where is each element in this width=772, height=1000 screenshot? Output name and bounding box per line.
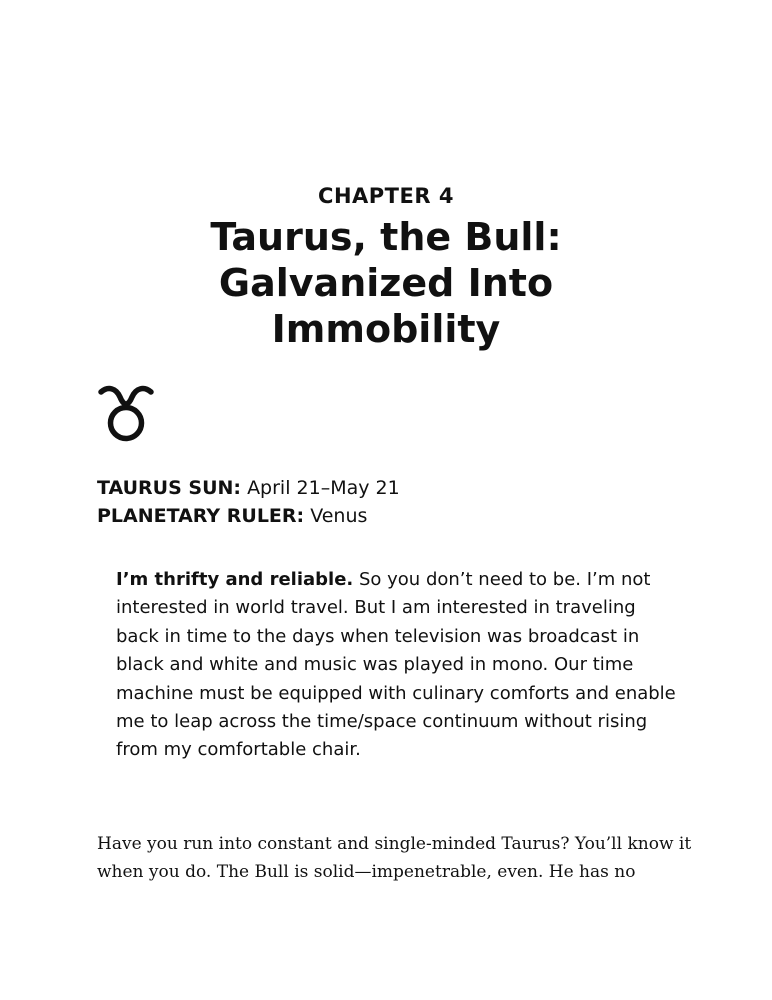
- quote-lead: I’m thrifty and reliable.: [116, 569, 354, 590]
- quote-text: So you don’t need to be. I’m not interested in world travel. But I am interested in traveling back in time to the days when television was broadcast in black and white and music was played in mono. Our time machine must be equipped with culinary comforts and enable me to leap across the time/space continuum without rising from my comfortable chair.: [116, 569, 676, 761]
- fact-key: TAURUS SUN:: [97, 477, 242, 499]
- fact-row-sun: [97, 474, 697, 502]
- taurus-head: [111, 408, 142, 439]
- body-paragraph: Have you run into constant and single-minded Taurus? You’ll know it when you do. The Bull is solid—impenetrable, even. He has no: [97, 834, 692, 882]
- fact-key: PLANETARY RULER:: [97, 505, 305, 527]
- sign-quote: [116, 566, 676, 765]
- chapter-title: Taurus, the Bull: Galvanized Into Immobility: [210, 215, 562, 351]
- taurus-icon: [96, 383, 156, 445]
- fact-value: Venus: [310, 505, 368, 527]
- fact-value: April 21–May 21: [247, 477, 400, 499]
- sign-facts: [97, 474, 697, 530]
- fact-row-ruler: [97, 502, 697, 530]
- chapter-label: CHAPTER 4: [318, 184, 454, 208]
- taurus-horns: [101, 389, 151, 404]
